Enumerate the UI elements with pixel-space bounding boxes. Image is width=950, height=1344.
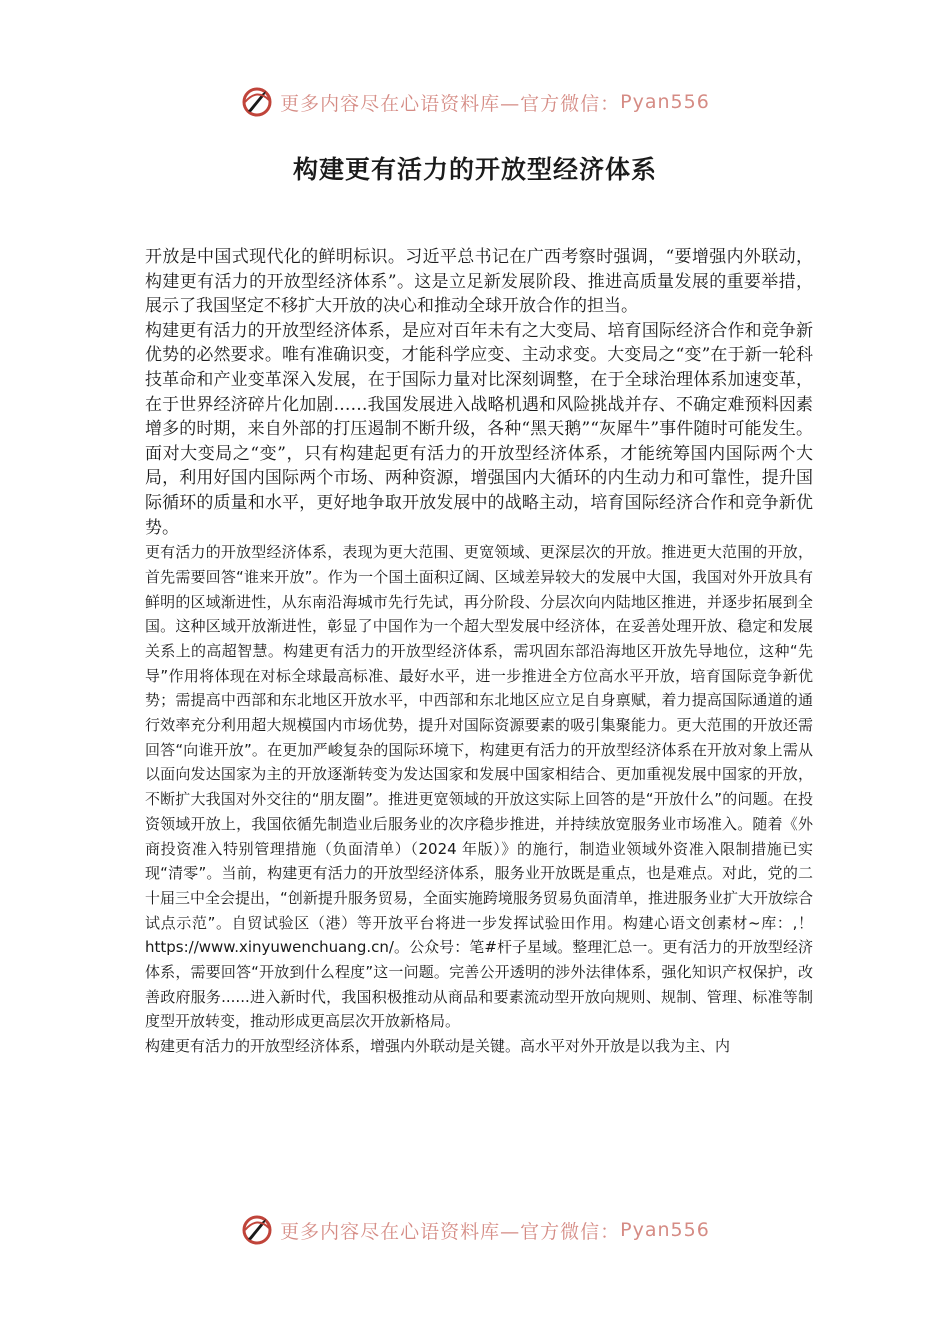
paragraph: 构建更有活力的开放型经济体系，增强内外联动是关键。高水平对外开放是以我为主、内 — [145, 1037, 731, 1056]
banner-text: 更多内容尽在心语资料库—官方微信： — [280, 92, 621, 115]
banner-text: 更多内容尽在心语资料库—官方微信： — [280, 1220, 621, 1243]
document-title: 构建更有活力的开放型经济体系 — [292, 155, 657, 184]
header-banner — [0, 80, 950, 124]
quill-pen-swirl-logo-icon — [240, 1213, 274, 1247]
footer-banner — [0, 1208, 950, 1252]
quill-pen-swirl-logo-icon — [240, 85, 274, 119]
banner-wechat-handle: Pyan556 — [620, 91, 710, 113]
banner-wechat-handle: Pyan556 — [620, 1219, 710, 1241]
paragraph: 更有活力的开放型经济体系，表现为更大范围、更宽领域、更深层次的开放。推进更大范围的开放，首先需要回答“谁来开放”。作为一个国土面积辽阔、区域差异较大的发展中大国，我国对外开放具有鲜明的区域渐进性，从东南沿海城市先行先试，再分阶段、分层次向内陆地区推进，并逐步拓展到全国。这种区域开放渐进性，彰显了中国作为一个超大型发展中经济体，在妥善处理开放、稳定和发展关系上的高超智慧。构建更有活力的开放型经济体系，需巩固东部沿海地区开放先导地位，这种“先导”作用将体现在对标全球最高标准、最好水平，进一步推进全方位高水平开放，培育国际竞争新优势；需提高中西部和东北地区开放水平，中西部和东北地区应立足自身禀赋，着力提高国际通道的通行效率充分利用超大规模国内市场优势，提升对国际资源要素的吸引集聚能力。更大范围的开放还需回答“向谁开放”。在更加严峻复杂的国际环境下，构建更有活力的开放型经济体系在开放对象上需从以面向发达国家为主的开放逐渐转变为发达国家和发展中国家相结合、更加重视发展中国家的开放，不断扩大我国对外交往的“朋友圈”。推进更宽领域的开放这实际上回答的是“开放什么”的问题。在投资领域开放上，我国依循先制造业后服务业的次序稳步推进，并持续放宽服务业市场准入。随着《外商投资准入特别管理措施（负面清单）（2024 年版）》的施行，制造业领域外资准入限制措施已实现“清零”。当前，构建更有活力的开放型经济体系，服务业开放既是重点，也是难点。对此，党的二十届三中全会提出，“创新提升服务贸易，全面实施跨境服务贸易负面清单，推进服务业扩大开放综合试点示范”。自贸试验区（港）等开放平台将进一步发挥试验田作用。构建心语文创素材~库：,！https://www.xinyuwenchuang.cn/。公众号：笔#杆子星域。整理汇总一。更有活力的开放型经济体系，需要回答“开放到什么程度”这一问题。完善公开透明的涉外法律体系，强化知识产权保护，改善政府服务......进入新时代，我国积极推动从商品和要素流动型开放向规则、规制、管理、标准等制度型开放转变，推动形成更高层次开放新格局。 — [145, 543, 813, 1031]
paragraph: 构建更有活力的开放型经济体系，是应对百年未有之大变局、培育国际经济合作和竞争新优势的必然要求。唯有准确识变，才能科学应变、主动求变。大变局之“变”在于新一轮科技革命和产业变革深入发展，在于国际力量对比深刻调整，在于全球治理体系加速变革，在于世界经济碎片化加剧……我国发展进入战略机遇和风险挑战并存、不确定难预料因素增多的时期，来自外部的打压遏制不断升级，各种“黑天鹅”“灰犀牛”事件随时可能发生。面对大变局之“变”，只有构建起更有活力的开放型经济体系，才能统筹国内国际两个大局，利用好国内国际两个市场、两种资源，增强国内大循环的内生动力和可靠性，提升国际循环的质量和水平，更好地争取开放发展中的战略主动，培育国际经济合作和竞争新优势。 — [145, 320, 813, 538]
document-body — [145, 245, 813, 1059]
paragraph: 开放是中国式现代化的鲜明标识。习近平总书记在广西考察时强调，“要增强内外联动，构建更有活力的开放型经济体系”。这是立足新发展阶段、推进高质量发展的重要举措，展示了我国坚定不移扩大开放的决心和推动全球开放合作的担当。 — [145, 247, 813, 317]
